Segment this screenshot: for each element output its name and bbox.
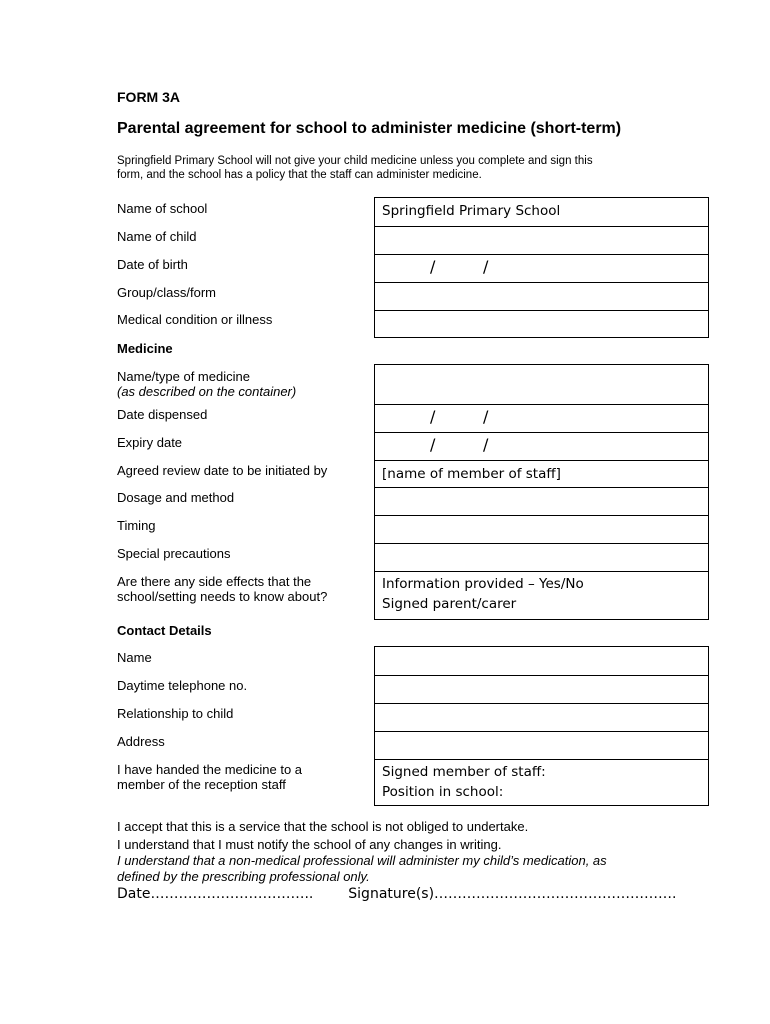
child-details-table xyxy=(374,197,709,338)
side-effects-field[interactable] xyxy=(375,571,708,619)
expiry-separator-1: / xyxy=(430,435,436,454)
handed-medicine-field[interactable] xyxy=(375,759,708,805)
timing-field[interactable] xyxy=(375,515,708,543)
expiry-separator-2: / xyxy=(483,435,489,454)
child-name-field[interactable] xyxy=(375,226,708,254)
review-date-field[interactable] xyxy=(375,460,708,487)
handed-label-line-1: I have handed the medicine to a xyxy=(117,762,303,777)
side-effects-label-line-1: Are there any side effects that the xyxy=(117,574,312,589)
dosage-method-field[interactable] xyxy=(375,487,708,515)
dob-separator-2: / xyxy=(483,257,489,276)
review-date-value: [name of member of staff] xyxy=(382,466,561,482)
side-effects-value-line-2: Signed parent/carer xyxy=(382,596,517,612)
label-name-of-school: Name of school xyxy=(117,201,208,216)
relationship-field[interactable] xyxy=(375,703,708,731)
expiry-date-field[interactable] xyxy=(375,432,708,460)
label-medicine-name xyxy=(117,369,367,399)
handed-value-line-1: Signed member of staff: xyxy=(382,764,546,780)
signature-line xyxy=(117,886,677,902)
group-class-field[interactable] xyxy=(375,282,708,310)
label-dosage-method: Dosage and method xyxy=(117,490,235,505)
label-name-of-child: Name of child xyxy=(117,229,197,244)
form-number: FORM 3A xyxy=(117,89,180,105)
label-special-precautions: Special precautions xyxy=(117,546,231,561)
school-name-value: Springfield Primary School xyxy=(382,203,561,219)
label-date-of-birth: Date of birth xyxy=(117,257,188,272)
contact-name-field[interactable] xyxy=(375,647,708,675)
label-side-effects xyxy=(117,574,367,604)
declaration-line-3: I understand that a non-medical professional will administer my child’s medication, as xyxy=(117,853,607,868)
handed-label-line-2: member of the reception staff xyxy=(117,777,286,792)
label-timing: Timing xyxy=(117,518,156,533)
contact-heading: Contact Details xyxy=(117,623,212,638)
dispensed-separator-1: / xyxy=(430,407,436,426)
handed-value-line-2: Position in school: xyxy=(382,784,504,800)
school-name-field[interactable] xyxy=(375,198,708,226)
date-field[interactable]: Date…………………………….. xyxy=(117,886,314,902)
side-effects-label-line-2: school/setting needs to know about? xyxy=(117,589,328,604)
intro-text xyxy=(117,154,677,182)
medicine-heading: Medicine xyxy=(117,341,173,356)
label-date-dispensed: Date dispensed xyxy=(117,407,208,422)
label-review-date: Agreed review date to be initiated by xyxy=(117,463,328,478)
intro-line-2: form, and the school has a policy that the staff can administer medicine. xyxy=(117,169,482,181)
date-dispensed-field[interactable] xyxy=(375,404,708,432)
medicine-name-field[interactable] xyxy=(375,365,708,404)
dob-separator-1: / xyxy=(430,257,436,276)
label-medical-condition: Medical condition or illness xyxy=(117,312,273,327)
medical-condition-field[interactable] xyxy=(375,310,708,337)
medicine-name-label: Name/type of medicine xyxy=(117,369,250,384)
label-relationship: Relationship to child xyxy=(117,706,234,721)
label-contact-name: Name xyxy=(117,650,152,665)
label-daytime-telephone: Daytime telephone no. xyxy=(117,678,248,693)
declaration-line-2: I understand that I must notify the school of any changes in writing. xyxy=(117,837,502,852)
signature-field[interactable]: Signature(s)……………………………………………. xyxy=(348,886,677,902)
medicine-table xyxy=(374,364,709,620)
medicine-name-sublabel: (as described on the container) xyxy=(117,384,297,399)
daytime-telephone-field[interactable] xyxy=(375,675,708,703)
declaration-line-1: I accept that this is a service that the school is not obliged to undertake. xyxy=(117,819,529,834)
date-of-birth-field[interactable] xyxy=(375,254,708,282)
special-precautions-field[interactable] xyxy=(375,543,708,571)
label-handed-medicine xyxy=(117,762,367,792)
label-group-class: Group/class/form xyxy=(117,285,216,300)
address-field[interactable] xyxy=(375,731,708,759)
side-effects-value-line-1: Information provided – Yes/No xyxy=(382,576,584,592)
declaration-line-4: defined by the prescribing professional only. xyxy=(117,869,370,884)
contact-table xyxy=(374,646,709,806)
label-expiry-date: Expiry date xyxy=(117,435,183,450)
form-title: Parental agreement for school to administer medicine (short-term) xyxy=(117,120,622,137)
intro-line-1: Springfield Primary School will not give your child medicine unless you complete and sign this xyxy=(117,155,593,167)
label-address: Address xyxy=(117,734,165,749)
dispensed-separator-2: / xyxy=(483,407,489,426)
